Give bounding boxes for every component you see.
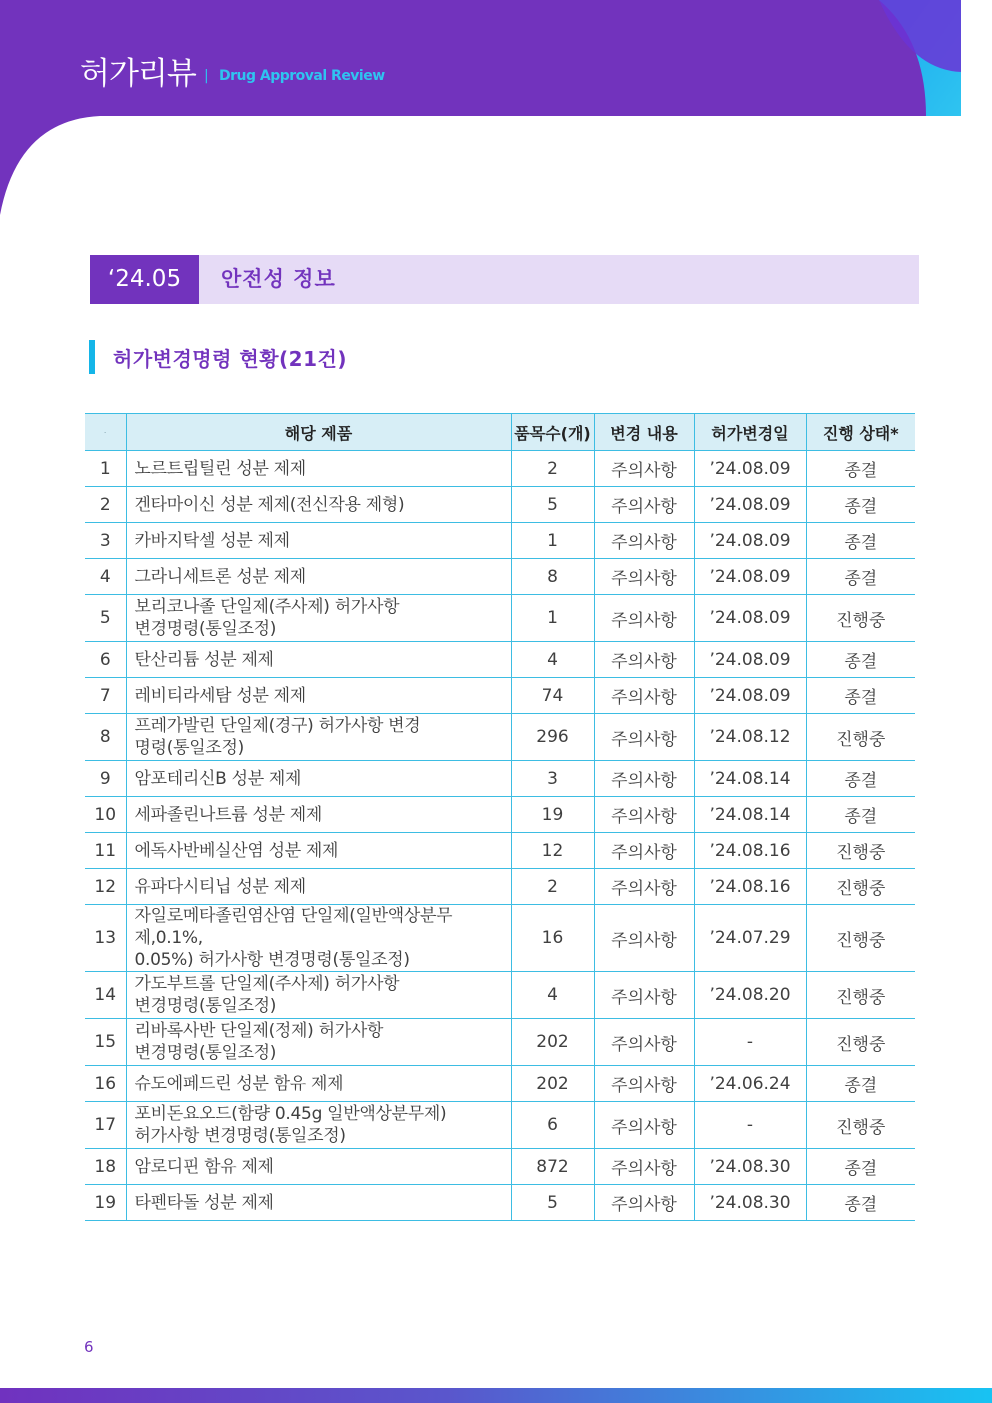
- product-name-line: 명령(통일조정): [134, 738, 244, 758]
- item-count: 2: [511, 869, 594, 905]
- change-content: 주의사항: [594, 761, 694, 797]
- change-content: 주의사항: [594, 523, 694, 559]
- table-row: [85, 1019, 915, 1066]
- product-name: [126, 714, 511, 761]
- table-row: [85, 905, 915, 972]
- item-count: 16: [511, 905, 594, 972]
- change-content: 주의사항: [594, 905, 694, 972]
- change-content: 주의사항: [594, 1019, 694, 1066]
- progress-status: 진행중: [806, 1102, 915, 1149]
- progress-status: 종결: [806, 487, 915, 523]
- product-name: [126, 1066, 511, 1102]
- item-count: 6: [511, 1102, 594, 1149]
- change-date: -: [694, 1102, 806, 1149]
- progress-status: 종결: [806, 1066, 915, 1102]
- product-name-line: 그라니세트론 성분 제제: [134, 566, 306, 587]
- progress-status: 종결: [806, 797, 915, 833]
- product-name-line: 슈도에페드린 성분 함유 제제: [134, 1073, 344, 1094]
- progress-status: 진행중: [806, 833, 915, 869]
- table-row: [85, 869, 915, 905]
- row-number: 3: [85, 523, 126, 559]
- product-name: [126, 761, 511, 797]
- change-date: ’24.08.20: [694, 972, 806, 1019]
- product-name-line: 타펜타돌 성분 제제: [134, 1192, 274, 1213]
- product-name-line: 자일로메타졸린염산염 단일제(일반액상분무제,0.1%,: [134, 906, 453, 948]
- row-number: 7: [85, 678, 126, 714]
- product-name: [126, 869, 511, 905]
- progress-status: 진행중: [806, 972, 915, 1019]
- table-row: [85, 833, 915, 869]
- change-content: 주의사항: [594, 559, 694, 595]
- progress-status: 종결: [806, 642, 915, 678]
- subsection-title: 허가변경명령 현황(21건): [113, 347, 347, 371]
- item-count: 5: [511, 487, 594, 523]
- row-number: 19: [85, 1185, 126, 1221]
- progress-status: 종결: [806, 761, 915, 797]
- change-date: ’24.08.30: [694, 1149, 806, 1185]
- item-count: 4: [511, 642, 594, 678]
- change-date: ’24.08.09: [694, 559, 806, 595]
- product-name-line: 리바록사반 단일제(정제) 허가사항: [134, 1021, 384, 1041]
- progress-status: 종결: [806, 1149, 915, 1185]
- change-content: 주의사항: [594, 1185, 694, 1221]
- row-number: 4: [85, 559, 126, 595]
- product-name-line: 암포테리신B 성분 제제: [134, 768, 302, 789]
- change-date: ’24.07.29: [694, 905, 806, 972]
- row-number: 13: [85, 905, 126, 972]
- change-date: ’24.08.09: [694, 451, 806, 487]
- product-name: [126, 595, 511, 642]
- footer-gradient-bar: [0, 1388, 992, 1403]
- row-number: 6: [85, 642, 126, 678]
- column-header-change: 변경 내용: [594, 414, 694, 451]
- row-number: 8: [85, 714, 126, 761]
- change-content: 주의사항: [594, 833, 694, 869]
- product-name: [126, 905, 511, 972]
- product-name-line: 겐타마이신 성분 제제(전신작용 제형): [134, 494, 405, 515]
- change-date: ’24.08.16: [694, 833, 806, 869]
- progress-status: 진행중: [806, 905, 915, 972]
- change-content: 주의사항: [594, 797, 694, 833]
- change-date: ’24.08.09: [694, 678, 806, 714]
- progress-status: 종결: [806, 559, 915, 595]
- header-separator: |: [204, 68, 209, 84]
- product-name-line: 보리코나졸 단일제(주사제) 허가사항: [134, 597, 400, 617]
- product-name: [126, 833, 511, 869]
- table-body: [85, 451, 915, 1221]
- product-name-line: 허가사항 변경명령(통일조정): [134, 1126, 346, 1146]
- progress-status: 진행중: [806, 869, 915, 905]
- change-date: ’24.08.09: [694, 487, 806, 523]
- table-header-row: [85, 414, 915, 451]
- product-name: [126, 642, 511, 678]
- progress-status: 진행중: [806, 595, 915, 642]
- product-name-line: 프레가발린 단일제(경구) 허가사항 변경: [134, 716, 421, 736]
- item-count: 74: [511, 678, 594, 714]
- change-date: ’24.08.09: [694, 523, 806, 559]
- header-subtitle: Drug Approval Review: [219, 68, 385, 84]
- row-number: 15: [85, 1019, 126, 1066]
- product-name-line: 변경명령(통일조정): [134, 1043, 277, 1063]
- change-content: 주의사항: [594, 1066, 694, 1102]
- row-number: 9: [85, 761, 126, 797]
- product-name: [126, 1102, 511, 1149]
- column-header-count: 품목수(개): [511, 414, 594, 451]
- header-banner-shape: [0, 0, 992, 230]
- product-name: [126, 523, 511, 559]
- progress-status: 진행중: [806, 1019, 915, 1066]
- product-name: [126, 1149, 511, 1185]
- approval-change-table: [85, 413, 915, 1221]
- progress-status: 종결: [806, 1185, 915, 1221]
- product-name: [126, 972, 511, 1019]
- product-name: [126, 678, 511, 714]
- change-content: 주의사항: [594, 972, 694, 1019]
- table-row: [85, 678, 915, 714]
- product-name-line: 레비티라세탐 성분 제제: [134, 685, 306, 706]
- table-row: [85, 761, 915, 797]
- column-header-date: 허가변경일: [694, 414, 806, 451]
- change-content: 주의사항: [594, 487, 694, 523]
- change-date: ’24.06.24: [694, 1066, 806, 1102]
- change-content: 주의사항: [594, 869, 694, 905]
- product-name-line: 가도부트롤 단일제(주사제) 허가사항: [134, 974, 400, 994]
- progress-status: 종결: [806, 523, 915, 559]
- table-row: [85, 714, 915, 761]
- page-header: [0, 0, 992, 230]
- product-name-line: 유파다시티닙 성분 제제: [134, 876, 306, 897]
- table-row: [85, 451, 915, 487]
- table-row: [85, 487, 915, 523]
- item-count: 1: [511, 523, 594, 559]
- table-row: [85, 972, 915, 1019]
- product-name: [126, 451, 511, 487]
- change-date: ’24.08.16: [694, 869, 806, 905]
- table-row: [85, 1066, 915, 1102]
- subsection-marker: [89, 340, 95, 374]
- change-content: 주의사항: [594, 1102, 694, 1149]
- column-header-product: 해당 제품: [126, 414, 511, 451]
- product-name-line: 포비돈요오드(함량 0.45g 일반액상분무제): [134, 1104, 447, 1124]
- product-name-line: 노르트립틸린 성분 제제: [134, 458, 306, 479]
- product-name-line: 변경명령(통일조정): [134, 619, 277, 639]
- section-bar: [90, 255, 919, 304]
- table-row: [85, 1149, 915, 1185]
- product-name: [126, 487, 511, 523]
- product-name-line: 암로디핀 함유 제제: [134, 1156, 274, 1177]
- table-row: [85, 1185, 915, 1221]
- change-content: 주의사항: [594, 451, 694, 487]
- header-title: 허가리뷰: [80, 56, 196, 92]
- item-count: 296: [511, 714, 594, 761]
- item-count: 2: [511, 451, 594, 487]
- row-number: 18: [85, 1149, 126, 1185]
- change-content: 주의사항: [594, 1149, 694, 1185]
- section-title: 안전성 정보: [221, 267, 336, 291]
- product-name-line: 카바지탁셀 성분 제제: [134, 530, 290, 551]
- row-number: 1: [85, 451, 126, 487]
- row-number: 2: [85, 487, 126, 523]
- change-date: ’24.08.14: [694, 797, 806, 833]
- item-count: 202: [511, 1019, 594, 1066]
- change-content: 주의사항: [594, 714, 694, 761]
- section-date: ‘24.05: [90, 255, 199, 304]
- change-date: ’24.08.09: [694, 642, 806, 678]
- row-number: 11: [85, 833, 126, 869]
- change-date: ’24.08.09: [694, 595, 806, 642]
- change-content: 주의사항: [594, 678, 694, 714]
- row-number: 17: [85, 1102, 126, 1149]
- item-count: 5: [511, 1185, 594, 1221]
- progress-status: 종결: [806, 678, 915, 714]
- change-date: ’24.08.14: [694, 761, 806, 797]
- product-name: [126, 1019, 511, 1066]
- table-row: [85, 559, 915, 595]
- table-row: [85, 642, 915, 678]
- column-header-number: -: [85, 414, 126, 451]
- product-name: [126, 1185, 511, 1221]
- change-content: 주의사항: [594, 595, 694, 642]
- item-count: 872: [511, 1149, 594, 1185]
- item-count: 1: [511, 595, 594, 642]
- table-row: [85, 797, 915, 833]
- item-count: 4: [511, 972, 594, 1019]
- page-number: 6: [84, 1338, 94, 1356]
- item-count: 3: [511, 761, 594, 797]
- product-name-line: 변경명령(통일조정): [134, 996, 277, 1016]
- row-number: 12: [85, 869, 126, 905]
- change-date: ’24.08.12: [694, 714, 806, 761]
- table-row: [85, 595, 915, 642]
- progress-status: 종결: [806, 451, 915, 487]
- product-name-line: 에독사반베실산염 성분 제제: [134, 840, 339, 861]
- column-header-status: 진행 상태*: [806, 414, 915, 451]
- row-number: 16: [85, 1066, 126, 1102]
- product-name: [126, 797, 511, 833]
- row-number: 5: [85, 595, 126, 642]
- item-count: 12: [511, 833, 594, 869]
- item-count: 19: [511, 797, 594, 833]
- product-name-line: 0.05%) 허가사항 변경명령(통일조정): [134, 950, 410, 970]
- row-number: 14: [85, 972, 126, 1019]
- product-name-line: 탄산리튬 성분 제제: [134, 649, 274, 670]
- change-date: -: [694, 1019, 806, 1066]
- product-name-line: 세파졸린나트륨 성분 제제: [134, 804, 323, 825]
- row-number: 10: [85, 797, 126, 833]
- item-count: 202: [511, 1066, 594, 1102]
- change-content: 주의사항: [594, 642, 694, 678]
- table-row: [85, 1102, 915, 1149]
- progress-status: 진행중: [806, 714, 915, 761]
- change-date: ’24.08.30: [694, 1185, 806, 1221]
- item-count: 8: [511, 559, 594, 595]
- product-name: [126, 559, 511, 595]
- table-row: [85, 523, 915, 559]
